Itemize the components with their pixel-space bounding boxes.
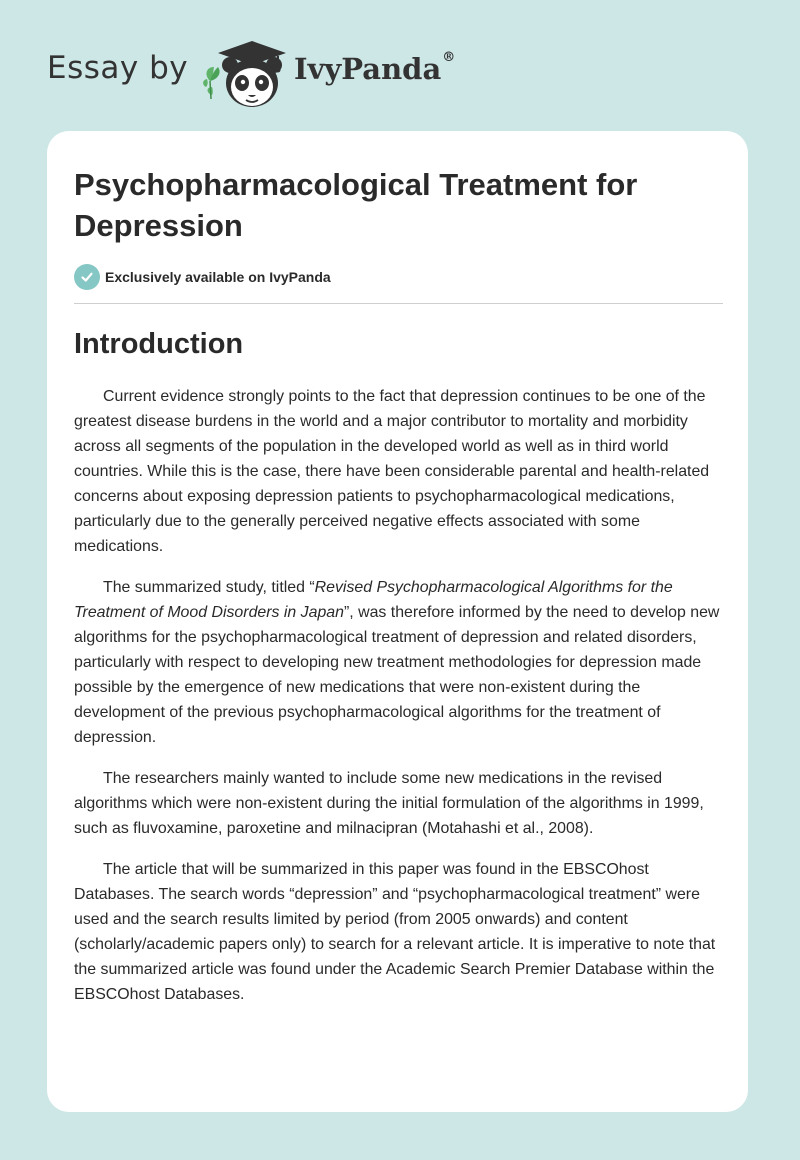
article-title: Psychopharmacological Treatment for Depression <box>74 167 638 243</box>
section-heading-introduction: Introduction <box>74 328 244 360</box>
article-body <box>74 384 723 1023</box>
panda-graduation-cap-icon[interactable] <box>200 35 290 111</box>
exclusive-badge <box>74 264 331 290</box>
paragraph-4: The article that will be summarized in this paper was found in the EBSCOhost Databases. The search words “depression” and “psychopharmacological treatment” were used and the search results limited by period (from 2005 onwards) and content (scholarly/academic papers only) to search for a relevant article. It is imperative to note that the summarized article was found under the Academic Search Premier Database within the EBSCOhost Databases. <box>74 861 716 1003</box>
check-circle-icon <box>74 264 100 290</box>
paragraph-2 <box>74 575 723 750</box>
divider <box>74 303 723 304</box>
brand-text: IvyPanda <box>294 52 442 86</box>
exclusive-badge-label: Exclusively available on IvyPanda <box>105 269 331 285</box>
site-header <box>47 30 747 110</box>
registered-mark: ® <box>442 50 456 65</box>
article-card <box>47 131 748 1112</box>
paragraph-2-after: ”, was therefore informed by the need to develop new algorithms for the psychopharmacological treatment of depression and related disorders, particularly with respect to developing new treatment methodologies for depression made possible by the emergence of new medications that were non-existent during the development of the previous psychopharmacological algorithms for the treatment of depression. <box>74 604 720 746</box>
essay-by-label: Essay by <box>47 50 189 86</box>
ivy-leaf-icon <box>203 67 219 99</box>
paragraph-3: The researchers mainly wanted to include some new medications in the revised algorithms which were non-existent during the initial formulation of the algorithms in 1999, such as fluvoxamine, paroxetine and milnacipran (Motahashi et al., 2008). <box>74 770 704 837</box>
brand-name[interactable] <box>294 52 455 86</box>
study-title-italic: Revised Psychopharmacological Algorithms for the Treatment of Mood Disorders in Japan <box>74 579 673 621</box>
paragraph-2-before: The summarized study, titled “ <box>103 579 315 596</box>
paragraph-1: Current evidence strongly points to the fact that depression continues to be one of the greatest disease burdens in the world and a major contributor to mortality and morbidity across all segments of the population in the developed world as well as in third world countries. While this is the case, there have been considerable parental and health-related concerns about exposing depression patients to psychopharmacological medications, particularly due to the generally perceived negative effects associated with some medications. <box>74 388 710 555</box>
